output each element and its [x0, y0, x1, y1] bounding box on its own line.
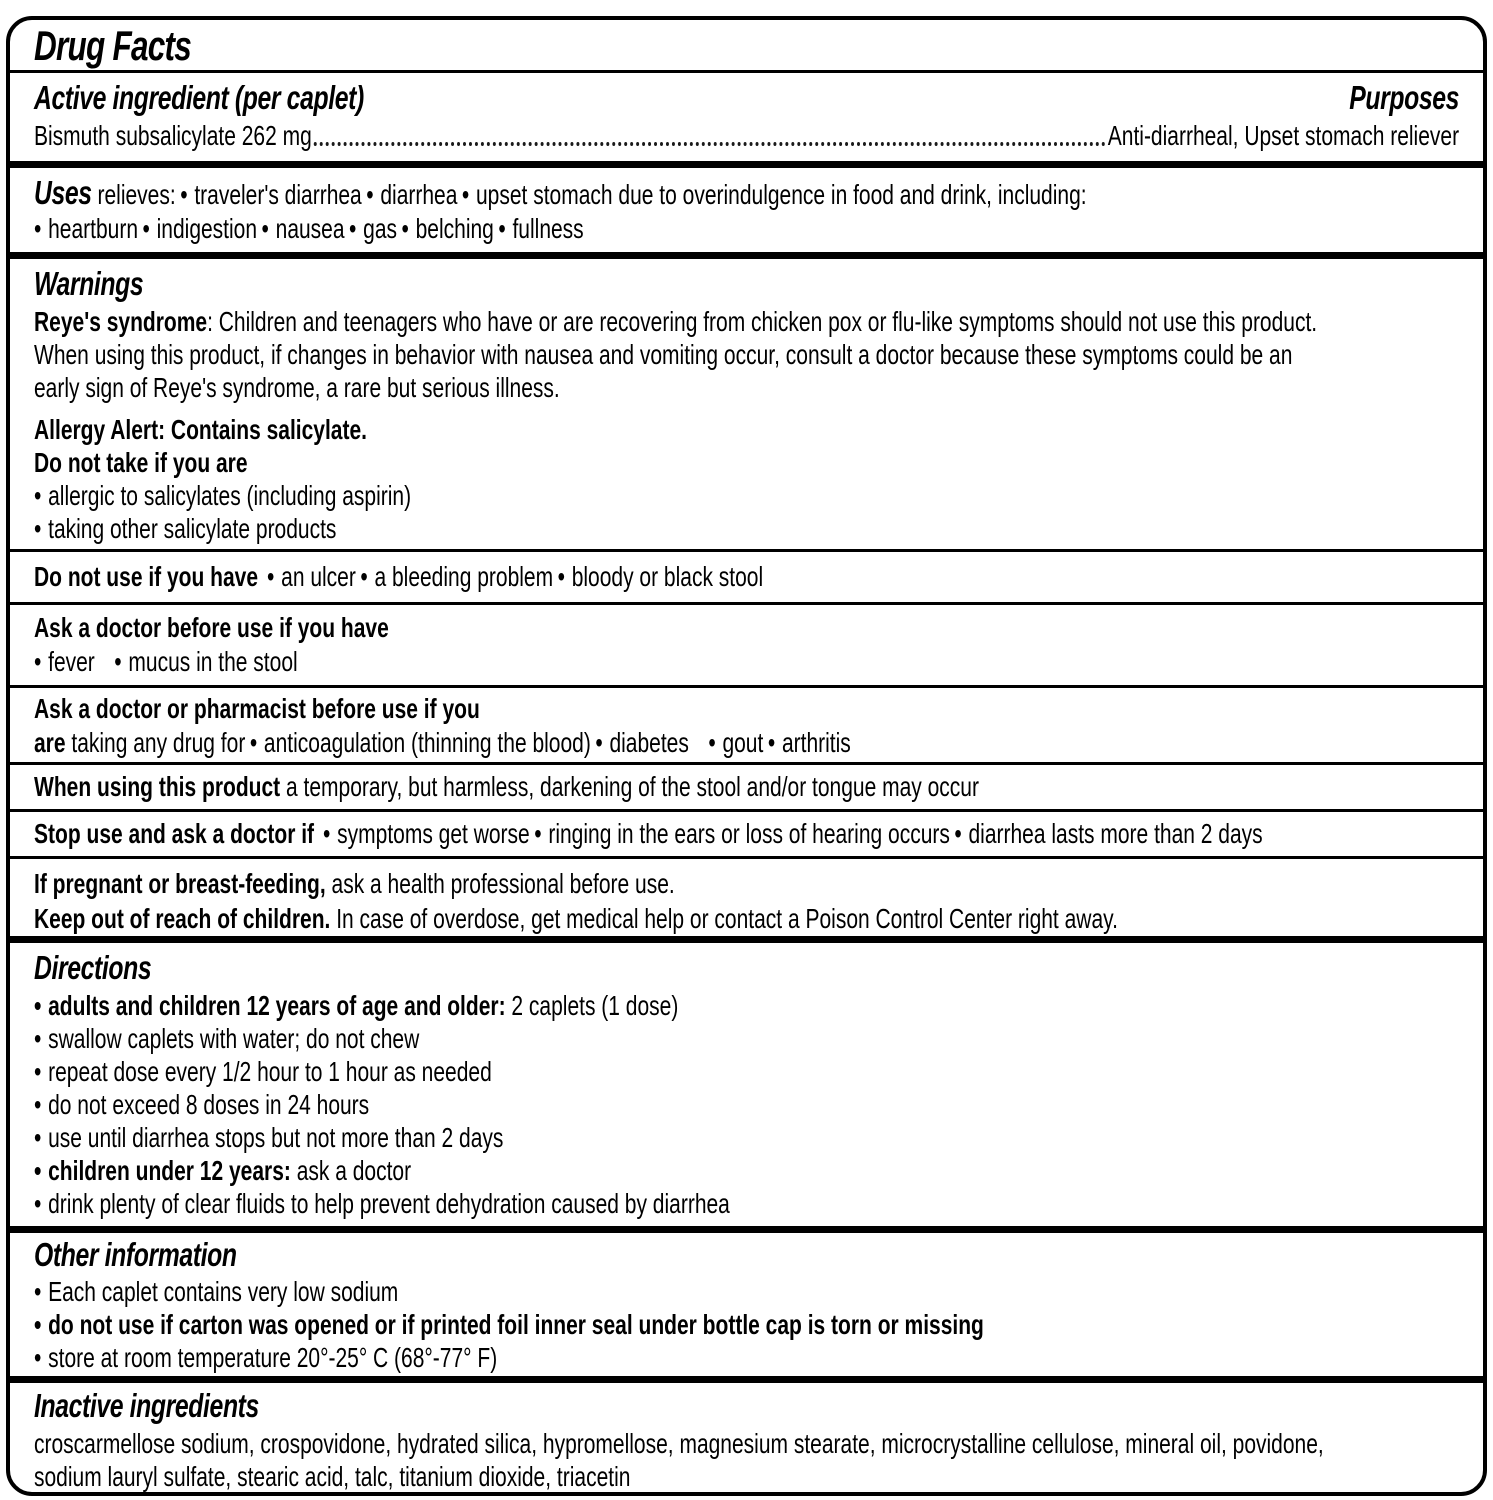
list-item: •drink plenty of clear fluids to help prevent dehydration caused by diarrhea [34, 1187, 1459, 1220]
bullet-icon [462, 178, 469, 212]
section-divider [10, 252, 1483, 259]
bullet-icon [34, 212, 41, 246]
bullet-icon [498, 212, 505, 246]
section-pregnancy: If pregnant or breast-feeding, ask a health professional before use. Keep out of reach of children. In case of overdose, get medical help or contact a Poison Control Center right away. [34, 868, 1118, 934]
uses-item: gas [363, 213, 398, 244]
bullet-icon [34, 1121, 41, 1154]
bullet-icon [34, 1022, 41, 1055]
bullet-icon [323, 817, 330, 851]
bullet-icon [34, 1187, 41, 1220]
bullet-icon [366, 178, 373, 212]
uses-intro: relieves: [97, 179, 176, 210]
list-item: arthritis [781, 727, 851, 758]
section-stop-use [34, 812, 1459, 856]
list-item: •store at room temperature 20°-25° C (68°-77° F) [34, 1341, 1459, 1374]
list-item: diarrhea lasts more than 2 days [968, 818, 1263, 849]
section-divider [10, 936, 1483, 943]
other-information-heading: Other information [34, 1236, 237, 1273]
bullet-icon [708, 726, 715, 760]
bullet-icon [34, 1341, 41, 1374]
list-item: ringing in the ears or loss of hearing occurs [548, 818, 950, 849]
list-item: •do not exceed 8 doses in 24 hours [34, 1088, 1459, 1121]
purposes-heading: Purposes [1349, 79, 1460, 116]
bullet-icon [34, 1154, 41, 1187]
bullet-icon [534, 817, 541, 851]
section-directions [34, 943, 1459, 1226]
list-item: an ulcer [281, 561, 356, 592]
list-item: •swallow caplets with water; do not chew [34, 1022, 1459, 1055]
bullet-icon [180, 178, 187, 212]
bullet-icon [360, 560, 367, 594]
list-item: diabetes [609, 727, 689, 758]
section-inactive-ingredients [34, 1383, 1459, 1495]
warnings-heading: Warnings [34, 265, 144, 302]
bullet-icon [34, 1055, 41, 1088]
active-ingredient-heading: Active ingredient (per caplet) [34, 79, 364, 116]
list-item: •taking other salicylate products [34, 512, 1459, 545]
uses-item: traveler's diarrhea [194, 179, 362, 210]
bullet-icon [768, 726, 775, 760]
reye-syndrome-line: When using this product, if changes in behavior with nausea and vomiting occur, consult a doctor because these symptoms could be an [34, 339, 1293, 370]
list-item: •use until diarrhea stops but not more than 2 days [34, 1121, 1459, 1154]
list-item: bloody or black stool [571, 561, 764, 592]
uses-item: belching [415, 213, 494, 244]
section-warnings [34, 259, 1459, 549]
section-divider [10, 1376, 1483, 1383]
list-item: a bleeding problem [374, 561, 554, 592]
uses-item: fullness [512, 213, 584, 244]
bullet-icon [402, 212, 409, 246]
section-other-information [34, 1233, 1459, 1376]
page-title: Drug Facts [34, 22, 192, 69]
reye-syndrome-line: early sign of Reye's syndrome, a rare but serious illness. [34, 372, 560, 403]
drug-facts-panel [6, 16, 1487, 1496]
list-item: •adults and children 12 years of age and older: 2 caplets (1 dose) [34, 989, 1459, 1022]
bullet-icon [34, 1308, 41, 1341]
when-using-heading: When using this product [34, 771, 286, 802]
uses-item: diarrhea [380, 179, 458, 210]
ask-pharmacist-heading: Ask a doctor or pharmacist before use if you [34, 693, 480, 724]
reye-syndrome-line: Reye's syndrome: Children and teenagers who have or are recovering from chicken pox or flu-like symptoms should not use this product. [34, 306, 1318, 337]
do-not-use-heading: Do not use if you have [34, 561, 259, 592]
section-active-ingredient [34, 73, 1459, 161]
uses-heading: Uses [34, 174, 92, 211]
bullet-icon [143, 212, 150, 246]
ask-doctor-heading: Ask a doctor before use if you have [34, 612, 389, 643]
ingredient-purpose: Anti-diarrheal, Upset stomach reliever [1107, 120, 1460, 151]
list-item: mucus in the stool [128, 646, 298, 677]
uses-item: nausea [275, 213, 345, 244]
pregnancy-heading: If pregnant or breast-feeding, [34, 868, 332, 899]
list-item: •repeat dose every 1/2 hour to 1 hour as needed [34, 1055, 1459, 1088]
bullet-icon [34, 1275, 41, 1308]
bullet-icon [34, 512, 41, 545]
uses-item: upset stomach due to overindulgence in food and drink, including: [476, 179, 1087, 210]
list-item: gout [722, 727, 764, 758]
inactive-ingredients-text: sodium lauryl sulfate, stearic acid, talc, titanium dioxide, triacetin [34, 1461, 631, 1492]
uses-item: heartburn [48, 213, 139, 244]
bullet-icon [250, 726, 257, 760]
bullet-icon [34, 479, 41, 512]
section-when-using: When using this product a temporary, but harmless, darkening of the stool and/or tongue may occur [34, 771, 979, 802]
allergy-alert-heading: Allergy Alert: Contains salicylate. [34, 414, 367, 445]
leader-dots [314, 142, 1105, 146]
keep-out-of-reach-heading: Keep out of reach of children. [34, 903, 337, 934]
bullet-icon [595, 726, 602, 760]
section-ask-doctor [34, 605, 1459, 685]
list-item: •children under 12 years: ask a doctor [34, 1154, 1459, 1187]
inactive-ingredients-text: croscarmellose sodium, crospovidone, hydrated silica, hypromellose, magnesium stearate, microcrystalline cellulose, mineral oil, povidone, [34, 1428, 1324, 1459]
bullet-icon [267, 560, 274, 594]
bullet-icon [558, 560, 565, 594]
uses-item: indigestion [156, 213, 258, 244]
list-item: •Each caplet contains very low sodium [34, 1275, 1459, 1308]
do-not-take-heading: Do not take if you are [34, 447, 248, 478]
bullet-icon [34, 989, 41, 1022]
directions-heading: Directions [34, 949, 152, 986]
list-item: symptoms get worse [337, 818, 530, 849]
bullet-icon [262, 212, 269, 246]
list-item: fever [48, 646, 95, 677]
bullet-icon [34, 645, 41, 679]
section-uses [34, 168, 1459, 252]
section-ask-pharmacist: Ask a doctor or pharmacist before use if you are taking any drug for • anticoagulation (thinning the blood) • diabetes • gout • arthritis [34, 688, 1459, 762]
bullet-icon [954, 817, 961, 851]
list-item: •allergic to salicylates (including aspirin) [34, 479, 1459, 512]
bullet-icon [34, 1088, 41, 1121]
section-title [34, 20, 1459, 70]
section-do-not-use [34, 552, 1459, 602]
bullet-icon [349, 212, 356, 246]
stop-use-heading: Stop use and ask a doctor if [34, 818, 315, 849]
bullet-icon [114, 645, 121, 679]
list-item: anticoagulation (thinning the blood) [263, 727, 591, 758]
section-divider [10, 161, 1483, 168]
list-item: •do not use if carton was opened or if printed foil inner seal under bottle cap is torn or missing [34, 1308, 1459, 1341]
section-divider [10, 1226, 1483, 1233]
inactive-ingredients-heading: Inactive ingredients [34, 1387, 259, 1424]
ingredient-name: Bismuth subsalicylate 262 mg [34, 120, 312, 151]
